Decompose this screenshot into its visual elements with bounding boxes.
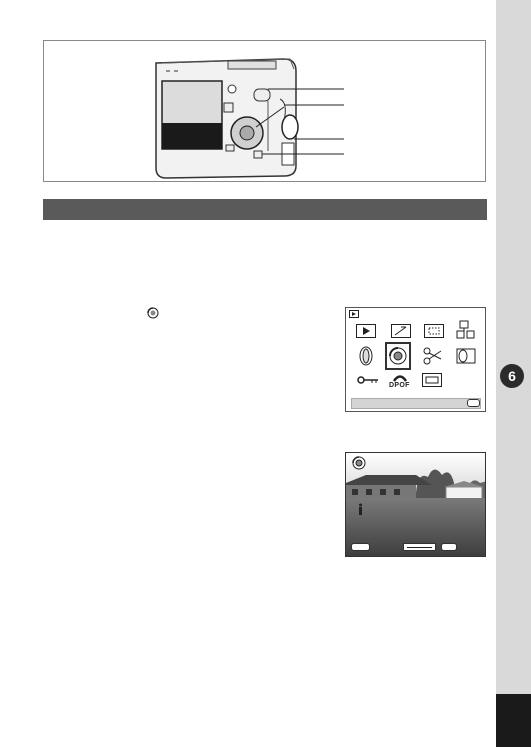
- playback-tab-icon: [349, 310, 359, 318]
- page-number-tab: [496, 694, 531, 747]
- digital-filter-icon: [147, 307, 159, 319]
- sound-memo-icon: [455, 345, 477, 367]
- start-screen-icon: [422, 373, 442, 387]
- back-button[interactable]: [351, 543, 370, 551]
- protect-icon: [357, 375, 379, 385]
- camera-back-icon: [44, 41, 485, 181]
- ok-button[interactable]: [467, 399, 480, 407]
- digital-filter-icon: [352, 455, 366, 471]
- filter-level-track: [407, 547, 432, 548]
- slideshow-icon: [356, 323, 376, 339]
- chapter-number: 6: [508, 368, 516, 384]
- rotate-icon: [358, 346, 374, 366]
- digital-filter-icon: [389, 346, 407, 366]
- ok-button[interactable]: [441, 543, 457, 551]
- resize-icon: [391, 323, 411, 339]
- landscape-photo-image: [346, 453, 486, 557]
- filter-preview-screen: [345, 452, 486, 557]
- cropping-icon: [424, 323, 444, 339]
- section-header-bar: [43, 199, 487, 220]
- filter-level-slider[interactable]: [403, 543, 436, 551]
- brightness-icon: [422, 345, 444, 367]
- dpof-label: DPOF: [389, 382, 410, 389]
- copy-image-icon: [456, 320, 476, 340]
- camera-illustration-box: [43, 40, 486, 182]
- menu-guide-bar: [351, 398, 481, 409]
